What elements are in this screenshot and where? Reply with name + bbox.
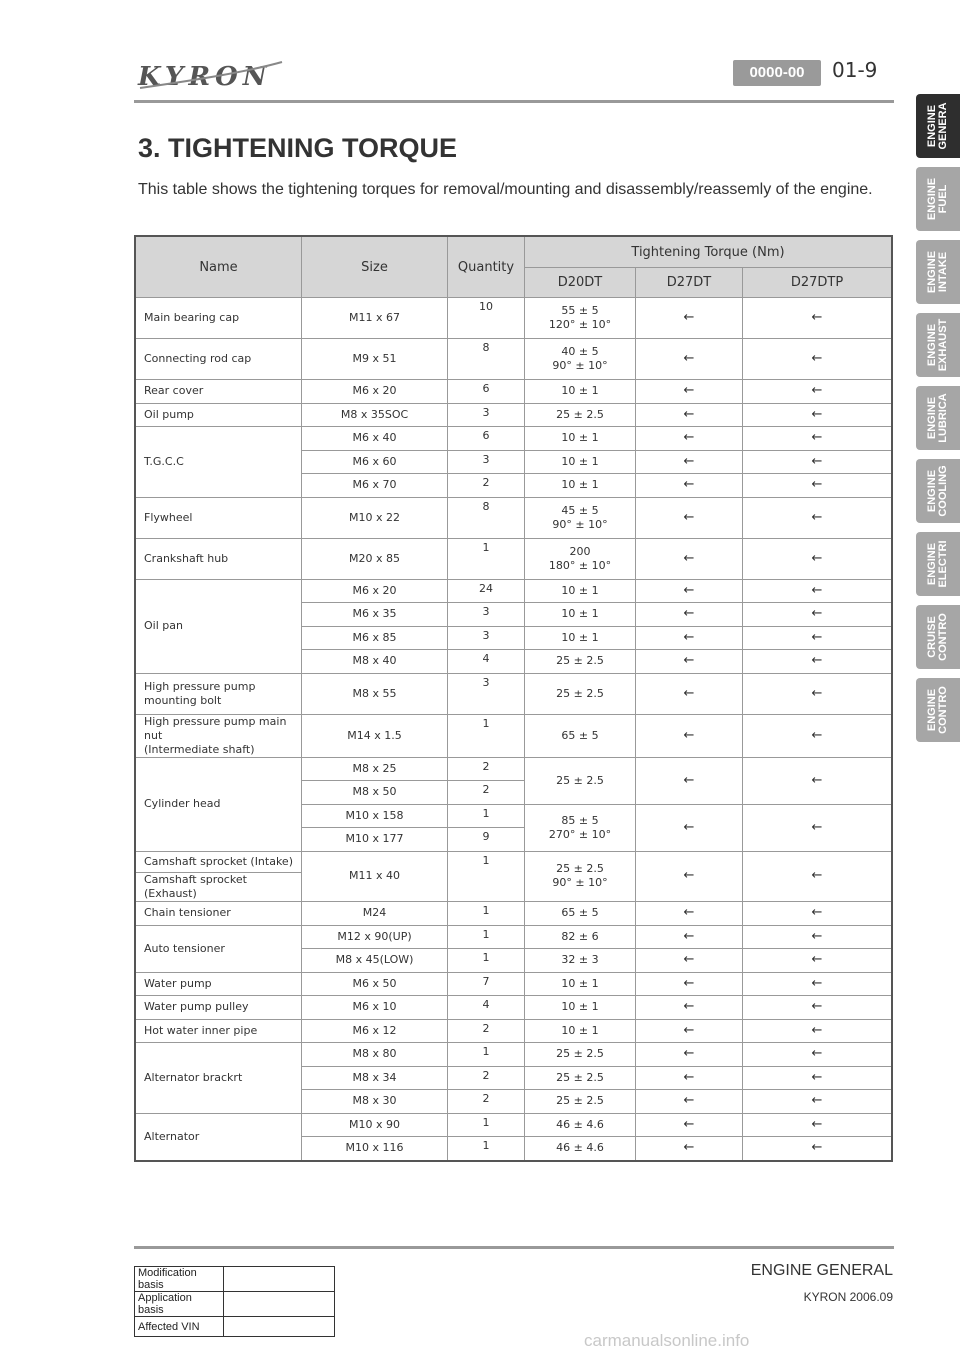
torque-d27dt: ← (636, 972, 743, 996)
part-size: M10 x 116 (302, 1137, 448, 1161)
part-size: M6 x 20 (302, 380, 448, 404)
side-tab-label: ENGINE FUEL (926, 177, 949, 221)
part-size: M8 x 80 (302, 1043, 448, 1067)
part-size: M6 x 35 (302, 603, 448, 627)
torque-d20dt: 10 ± 1 (525, 579, 636, 603)
torque-d20dt: 46 ± 4.6 (525, 1137, 636, 1161)
footer-divider (134, 1246, 894, 1249)
torque-d20dt: 65 ± 5 (525, 902, 636, 926)
torque-d27dtp: ← (743, 902, 893, 926)
part-quantity: 8 (448, 497, 525, 538)
part-name: Rear cover (135, 380, 302, 404)
torque-d20dt: 10 ± 1 (525, 380, 636, 404)
table-row (135, 1019, 892, 1043)
part-quantity: 2 (448, 1019, 525, 1043)
part-size: M24 (302, 902, 448, 926)
part-size: M10 x 158 (302, 804, 448, 828)
torque-d27dt: ← (636, 603, 743, 627)
part-size: M11 x 40 (302, 851, 448, 902)
torque-table (134, 235, 893, 1162)
header-divider (134, 100, 894, 103)
torque-d20dt (525, 339, 636, 380)
basis-value (224, 1267, 335, 1292)
torque-d27dt: ← (636, 673, 743, 714)
torque-d27dtp: ← (743, 925, 893, 949)
part-size: M6 x 20 (302, 579, 448, 603)
torque-d27dt: ← (636, 757, 743, 804)
torque-d20dt: 10 ± 1 (525, 474, 636, 498)
part-name: T.G.C.C (135, 427, 302, 498)
torque-d20dt (525, 298, 636, 339)
part-quantity: 1 (448, 1043, 525, 1067)
torque-d27dtp: ← (743, 650, 893, 674)
part-size: M8 x 34 (302, 1066, 448, 1090)
torque-d27dtp: ← (743, 579, 893, 603)
col-header-d27dt: D27DT (636, 268, 743, 298)
cell-line: 90° ± 10° (552, 876, 608, 890)
section-code-badge: 0000-00 (733, 60, 821, 86)
part-size: M6 x 10 (302, 996, 448, 1020)
torque-d27dtp: ← (743, 1043, 893, 1067)
table-row (135, 673, 892, 714)
torque-d27dtp: ← (743, 996, 893, 1020)
col-header-d27dtp: D27DTP (743, 268, 893, 298)
torque-d27dt: ← (636, 579, 743, 603)
part-quantity: 1 (448, 1137, 525, 1161)
torque-d27dtp: ← (743, 804, 893, 851)
part-size: M12 x 90(UP) (302, 925, 448, 949)
torque-d27dtp: ← (743, 339, 893, 380)
part-quantity: 3 (448, 673, 525, 714)
part-size: M20 x 85 (302, 538, 448, 579)
cell-line: 120° ± 10° (548, 318, 612, 331)
part-size: M6 x 85 (302, 626, 448, 650)
part-size: M8 x 30 (302, 1090, 448, 1114)
table-row (135, 339, 892, 380)
part-quantity: 6 (448, 380, 525, 404)
side-tab[interactable] (916, 532, 960, 596)
table-row (135, 579, 892, 603)
torque-d27dtp: ← (743, 851, 893, 902)
torque-d27dtp: ← (743, 450, 893, 474)
part-size: M8 x 55 (302, 673, 448, 714)
torque-d20dt: 25 ± 2.5 (525, 1090, 636, 1114)
cell-line: High pressure pump main nut (144, 714, 287, 742)
part-quantity: 1 (448, 902, 525, 926)
cell-line: mounting bolt (144, 693, 222, 707)
torque-d27dtp: ← (743, 603, 893, 627)
part-quantity: 10 (448, 298, 525, 339)
torque-d20dt (525, 497, 636, 538)
part-quantity: 4 (448, 996, 525, 1020)
side-tab[interactable] (916, 94, 960, 158)
part-quantity: 2 (448, 781, 525, 805)
part-quantity: 1 (448, 1113, 525, 1137)
side-tab-label: ENGINE CONTRO (926, 686, 949, 734)
table-row (135, 757, 892, 781)
part-size: M8 x 40 (302, 650, 448, 674)
torque-d20dt: 25 ± 2.5 (525, 1043, 636, 1067)
cell-line: 85 ± 5 (561, 813, 599, 827)
torque-d27dtp: ← (743, 972, 893, 996)
part-quantity: 8 (448, 339, 525, 380)
cell-line: 55 ± 5 (561, 304, 599, 317)
table-row (135, 851, 892, 873)
part-quantity: 7 (448, 972, 525, 996)
part-name: Oil pan (135, 579, 302, 673)
basis-row (135, 1292, 335, 1317)
torque-d27dt: ← (636, 902, 743, 926)
cell-line: 270° ± 10° (548, 827, 612, 841)
table-row (135, 497, 892, 538)
page-number: 01-9 (832, 58, 878, 82)
cell-line: 40 ± 5 (561, 345, 599, 358)
torque-d20dt: 10 ± 1 (525, 450, 636, 474)
torque-d27dt: ← (636, 298, 743, 339)
logo-text: KYRON (138, 62, 272, 92)
table-row (135, 403, 892, 427)
torque-d27dtp: ← (743, 1019, 893, 1043)
torque-d20dt: 10 ± 1 (525, 427, 636, 451)
torque-d20dt (525, 851, 636, 902)
torque-d27dt: ← (636, 714, 743, 757)
part-size: M6 x 50 (302, 972, 448, 996)
torque-d27dtp: ← (743, 298, 893, 339)
torque-d27dt: ← (636, 996, 743, 1020)
part-name: Crankshaft hub (135, 538, 302, 579)
table-row (135, 925, 892, 949)
part-quantity: 1 (448, 538, 525, 579)
col-header-torque: Tightening Torque (Nm) (525, 236, 893, 268)
table-row (135, 972, 892, 996)
torque-d20dt: 25 ± 2.5 (525, 673, 636, 714)
torque-d27dtp: ← (743, 1113, 893, 1137)
basis-value (224, 1292, 335, 1317)
col-header-name: Name (135, 236, 302, 298)
part-size: M6 x 40 (302, 427, 448, 451)
part-name: Flywheel (135, 497, 302, 538)
col-header-d20dt: D20DT (525, 268, 636, 298)
intro-paragraph: This table shows the tightening torques for removal/mounting and disassembly/reassemly of the engine. (138, 181, 873, 198)
table-row (135, 902, 892, 926)
side-tab-label: ENGINE COOLING (926, 465, 949, 517)
torque-d27dtp: ← (743, 1137, 893, 1161)
torque-d27dt: ← (636, 925, 743, 949)
part-name: Alternator brackrt (135, 1043, 302, 1114)
torque-d20dt: 10 ± 1 (525, 626, 636, 650)
basis-label: Application basis (135, 1292, 224, 1317)
torque-d27dt: ← (636, 497, 743, 538)
page-title: 3. TIGHTENING TORQUE (138, 133, 458, 163)
torque-d20dt: 25 ± 2.5 (525, 650, 636, 674)
side-tab-label: CRUISE CONTRO (926, 613, 949, 661)
torque-d27dtp: ← (743, 403, 893, 427)
part-name: Water pump (135, 972, 302, 996)
torque-d27dtp: ← (743, 1066, 893, 1090)
part-quantity: 9 (448, 828, 525, 852)
side-tab-label: ENGINE EXHAUST (926, 318, 949, 372)
table-row (135, 427, 892, 451)
watermark: carmanualsonline.info (584, 1331, 750, 1350)
table-row (135, 380, 892, 404)
part-quantity: 1 (448, 925, 525, 949)
part-name: Alternator (135, 1113, 302, 1161)
cell-line: 45 ± 5 (561, 503, 599, 517)
part-quantity: 1 (448, 851, 525, 902)
part-name: Cylinder head (135, 757, 302, 851)
part-quantity: 3 (448, 626, 525, 650)
torque-d27dt: ← (636, 1019, 743, 1043)
part-name (135, 673, 302, 714)
side-tab[interactable] (916, 167, 960, 231)
side-tab[interactable] (916, 678, 960, 742)
torque-d27dtp: ← (743, 380, 893, 404)
torque-d20dt (525, 538, 636, 579)
torque-d20dt: 82 ± 6 (525, 925, 636, 949)
brand-logo (138, 62, 271, 92)
torque-d20dt (525, 804, 636, 851)
torque-d20dt: 10 ± 1 (525, 996, 636, 1020)
part-size: M10 x 22 (302, 497, 448, 538)
part-name: Connecting rod cap (135, 339, 302, 380)
cell-line: (Intermediate shaft) (144, 742, 255, 756)
side-tab[interactable] (916, 240, 960, 304)
torque-d27dtp: ← (743, 757, 893, 804)
torque-d20dt: 10 ± 1 (525, 1019, 636, 1043)
torque-d27dt: ← (636, 851, 743, 902)
basis-row (135, 1317, 335, 1337)
torque-d27dtp: ← (743, 497, 893, 538)
torque-d27dt: ← (636, 427, 743, 451)
part-quantity: 1 (448, 949, 525, 973)
part-size: M6 x 12 (302, 1019, 448, 1043)
torque-d20dt: 25 ± 2.5 (525, 757, 636, 804)
cell-line: 200 (569, 544, 591, 558)
part-quantity: 3 (448, 603, 525, 627)
torque-d27dt: ← (636, 949, 743, 973)
torque-d27dtp: ← (743, 673, 893, 714)
torque-d27dt: ← (636, 450, 743, 474)
part-name: Camshaft sprocket (Exhaust) (135, 873, 302, 902)
table-row (135, 996, 892, 1020)
part-quantity: 1 (448, 714, 525, 757)
side-tab[interactable] (916, 313, 960, 377)
part-quantity: 1 (448, 804, 525, 828)
footer-section-name: ENGINE GENERAL (750, 1262, 893, 1279)
torque-d27dt: ← (636, 1090, 743, 1114)
torque-d27dt: ← (636, 1043, 743, 1067)
torque-d27dtp: ← (743, 626, 893, 650)
torque-d27dt: ← (636, 1137, 743, 1161)
torque-d27dtp: ← (743, 538, 893, 579)
torque-d20dt: 32 ± 3 (525, 949, 636, 973)
part-size: M6 x 60 (302, 450, 448, 474)
part-quantity: 2 (448, 1090, 525, 1114)
torque-table-body (135, 298, 892, 1161)
part-quantity: 3 (448, 403, 525, 427)
torque-d27dt: ← (636, 1113, 743, 1137)
torque-d27dtp: ← (743, 427, 893, 451)
cell-line: 90° ± 10° (552, 517, 608, 531)
side-tab-label: ENGINE ELECTRI (926, 540, 949, 588)
basis-row (135, 1267, 335, 1292)
part-size: M8 x 50 (302, 781, 448, 805)
part-size: M8 x 35SOC (302, 403, 448, 427)
basis-label: Affected VIN (135, 1317, 224, 1337)
torque-d20dt: 46 ± 4.6 (525, 1113, 636, 1137)
part-size: M14 x 1.5 (302, 714, 448, 757)
torque-d27dt: ← (636, 339, 743, 380)
part-size: M11 x 67 (302, 298, 448, 339)
cell-line: High pressure pump (144, 679, 256, 693)
torque-d27dtp: ← (743, 714, 893, 757)
torque-d27dt: ← (636, 1066, 743, 1090)
cell-line: 180° ± 10° (548, 558, 612, 572)
basis-table (134, 1266, 335, 1337)
part-quantity: 6 (448, 427, 525, 451)
part-size: M10 x 177 (302, 828, 448, 852)
side-tab-label: ENGINE GENERA (926, 102, 949, 150)
torque-d27dt: ← (636, 538, 743, 579)
part-size: M10 x 90 (302, 1113, 448, 1137)
part-size: M9 x 51 (302, 339, 448, 380)
logo-swoosh-icon (136, 58, 286, 92)
torque-d27dtp: ← (743, 474, 893, 498)
table-row (135, 714, 892, 757)
basis-value (224, 1317, 335, 1337)
torque-d20dt: 10 ± 1 (525, 603, 636, 627)
part-quantity: 24 (448, 579, 525, 603)
part-size: M8 x 25 (302, 757, 448, 781)
table-row (135, 1043, 892, 1067)
footer-model-date: KYRON 2006.09 (803, 1290, 893, 1304)
part-size: M6 x 70 (302, 474, 448, 498)
torque-d27dt: ← (636, 403, 743, 427)
part-name: Chain tensioner (135, 902, 302, 926)
torque-d20dt: 25 ± 2.5 (525, 1066, 636, 1090)
torque-d27dt: ← (636, 474, 743, 498)
part-name: Camshaft sprocket (Intake) (135, 851, 302, 873)
part-name: Main bearing cap (135, 298, 302, 339)
torque-d20dt: 65 ± 5 (525, 714, 636, 757)
table-row (135, 538, 892, 579)
torque-d27dt: ← (636, 626, 743, 650)
torque-d27dt: ← (636, 804, 743, 851)
part-name: Hot water inner pipe (135, 1019, 302, 1043)
cell-line: 90° ± 10° (552, 359, 608, 372)
part-quantity: 2 (448, 757, 525, 781)
side-tab-strip (916, 94, 960, 751)
torque-d20dt: 10 ± 1 (525, 972, 636, 996)
side-tab-label: ENGINE INTAKE (926, 250, 949, 294)
part-name: Auto tensioner (135, 925, 302, 972)
torque-d27dtp: ← (743, 1090, 893, 1114)
side-tab[interactable] (916, 459, 960, 523)
basis-label: Modification basis (135, 1267, 224, 1292)
torque-d20dt: 25 ± 2.5 (525, 403, 636, 427)
part-name: Oil pump (135, 403, 302, 427)
part-quantity: 3 (448, 450, 525, 474)
side-tab[interactable] (916, 605, 960, 669)
part-quantity: 4 (448, 650, 525, 674)
torque-d27dt: ← (636, 650, 743, 674)
part-name: Water pump pulley (135, 996, 302, 1020)
side-tab-label: ENGINE LUBRICA (926, 393, 949, 443)
side-tab[interactable] (916, 386, 960, 450)
col-header-size: Size (302, 236, 448, 298)
torque-d27dt: ← (636, 380, 743, 404)
col-header-quantity: Quantity (448, 236, 525, 298)
part-name (135, 714, 302, 757)
table-row (135, 298, 892, 339)
part-size: M8 x 45(LOW) (302, 949, 448, 973)
table-row (135, 1113, 892, 1137)
cell-line: 25 ± 2.5 (556, 862, 604, 876)
torque-d27dtp: ← (743, 949, 893, 973)
part-quantity: 2 (448, 1066, 525, 1090)
part-quantity: 2 (448, 474, 525, 498)
